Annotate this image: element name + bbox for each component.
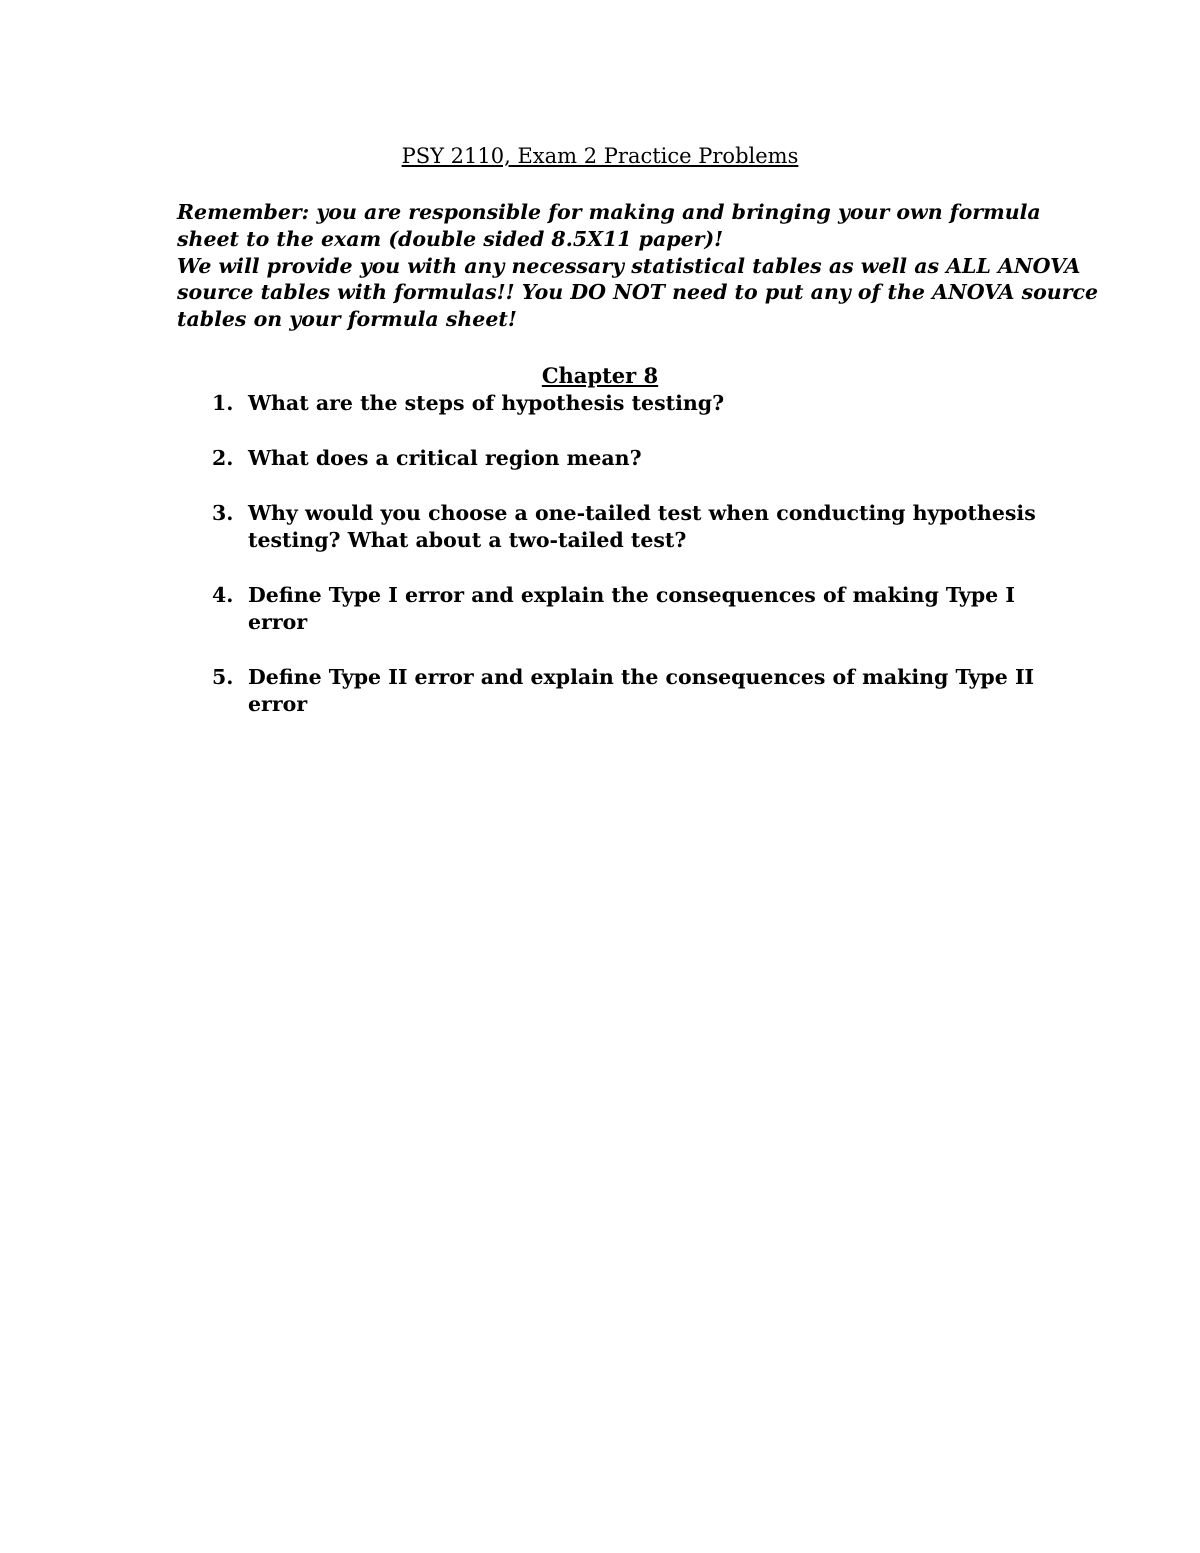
question-item xyxy=(177,445,1037,472)
question-text: What does a critical region mean? xyxy=(248,446,642,470)
question-number: 2. xyxy=(212,446,234,470)
question-text: error xyxy=(248,692,308,716)
notice-line: tables on your formula sheet! xyxy=(177,307,517,332)
question-item xyxy=(177,664,1037,718)
question-item xyxy=(177,390,1037,417)
question-text: error xyxy=(248,610,308,634)
question-text: Define Type II error and explain the consequences of making Type II xyxy=(248,665,1035,689)
question-text: Define Type I error and explain the consequences of making Type I xyxy=(248,583,1015,607)
document-title: PSY 2110, Exam 2 Practice Problems xyxy=(401,144,799,168)
question-text: What are the steps of hypothesis testing? xyxy=(248,391,725,415)
question-text: testing? What about a two-tailed test? xyxy=(248,528,687,552)
notice-line: We will provide you with any necessary statistical tables as well as ALL ANOVA xyxy=(177,253,1081,278)
question-number: 5. xyxy=(212,665,234,689)
question-item xyxy=(177,500,1037,554)
chapter-heading: Chapter 8 xyxy=(541,363,659,388)
question-number: 3. xyxy=(212,501,234,525)
question-number: 1. xyxy=(212,391,234,415)
question-item xyxy=(177,582,1037,636)
notice-line: Remember: you are responsible for making and bringing your own formula xyxy=(177,200,1041,224)
notice-line: source tables with formulas!! You DO NOT need to put any of the ANOVA source xyxy=(177,280,1099,305)
question-list xyxy=(177,390,1037,746)
question-text: Why would you choose a one-tailed test when conducting hypothesis xyxy=(248,501,1036,525)
question-number: 4. xyxy=(212,583,234,607)
formula-sheet-notice xyxy=(177,199,1099,333)
notice-line: sheet to the exam (double sided 8.5X11 paper)! xyxy=(177,226,724,251)
